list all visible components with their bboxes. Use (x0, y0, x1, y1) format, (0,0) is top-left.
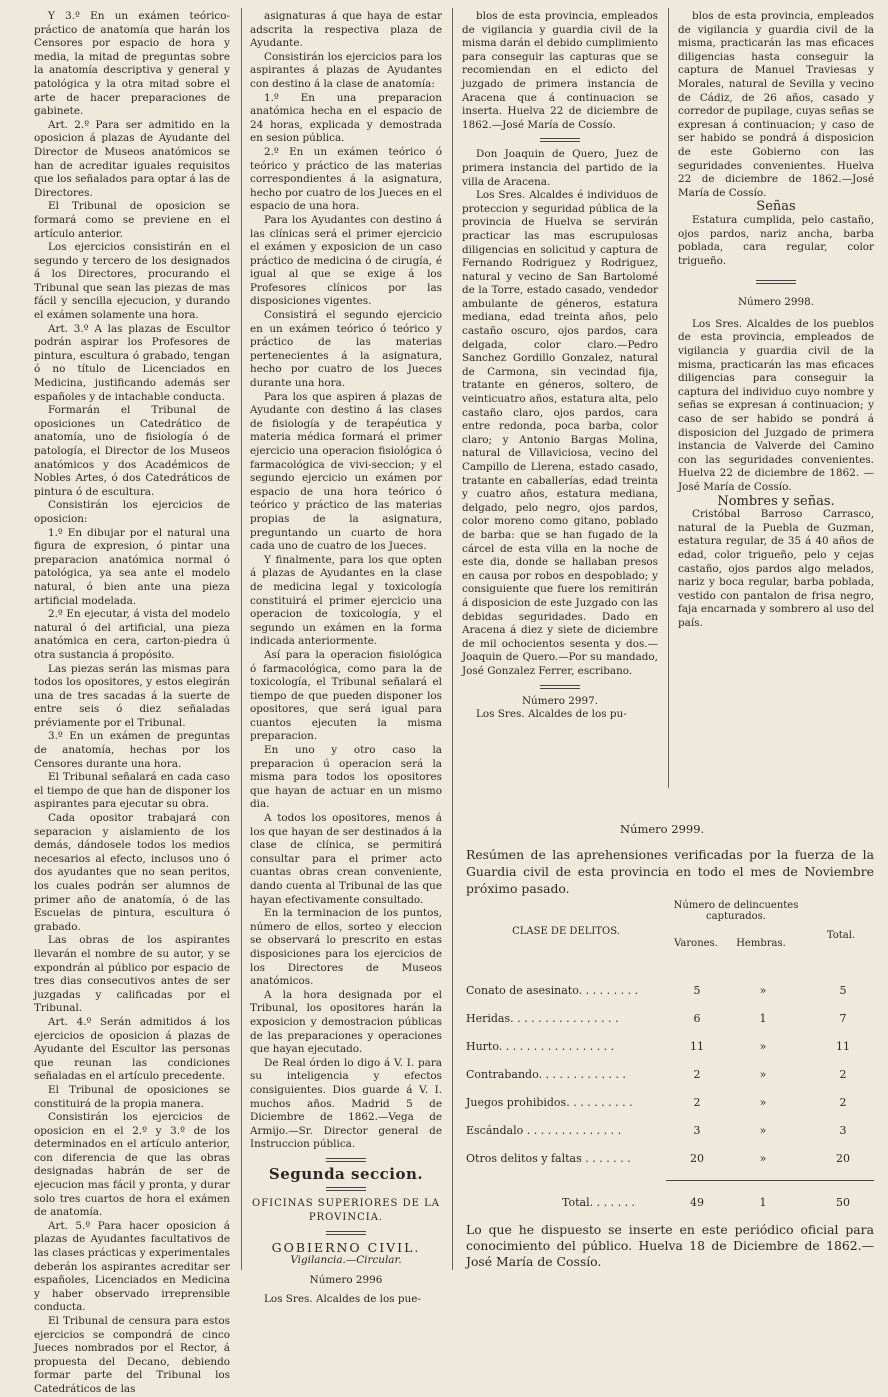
column-4 (678, 10, 874, 800)
paragraph: Los ejercicios consistirán en el segundo y tercero de los designados á los Directores, procurando el Tribunal que sean las piezas de mas fácil y sencilla ejecucion, y durando el exámen solamente una hora. (34, 241, 230, 322)
paragraph: Art. 4.º Serán admitidos á los ejercicios de oposicion á plazas de Ayudante del Escultor las personas que reunan las condiciones señaladas en el artículo precedente. (34, 1015, 230, 1083)
closing-paragraph: Lo que he dispuesto se inserte en este periódico oficial para conocimiento del público. Huelva 18 de Diciembre de 1862.—José María de Cossío. (466, 1222, 874, 1269)
row-hembras: 1 (759, 1012, 767, 1025)
row-varones: 2 (693, 1096, 701, 1109)
row-varones: 11 (690, 1040, 704, 1053)
paragraph: Así para la operacion fisiológica ó farmacológica, como para la de toxicología, el Tribunal señalará el tiempo de que pueden disponer los opositores, que será igual para cuantos ejecuten la misma preparacion. (250, 648, 442, 743)
office-heading: OFICINAS SUPERIORES DE LA PROVINCIA. (252, 1198, 440, 1224)
row-varones: 2 (693, 1068, 701, 1081)
row-total: 7 (839, 1012, 847, 1025)
paragraph: Estatura cumplida, pelo castaño, ojos pardos, nariz ancha, barba poblada, cara regular, color trigueño. (678, 213, 874, 267)
paragraph: Don Joaquin de Quero, Juez de primera instancia del partido de la villa de Aracena. (462, 148, 658, 188)
table-row (466, 984, 874, 1002)
paragraph: En la terminacion de los puntos, número de ellos, sorteo y eleccion se observará lo prescrito en estas disposiciones para los ejercicios de los Directores de Museos anatómicos. (250, 907, 442, 988)
paragraph: Art. 5.º Para hacer oposicion á plazas de Ayudantes facultativos de las clases prácticas y experimentales deberán los aspirantes acreditar ser españoles, Licenciados en Medicina y haber observado irreprensible conducta. (34, 1219, 230, 1314)
row-hembras: » (759, 1040, 767, 1053)
row-varones: 6 (693, 1012, 701, 1025)
notice-number: Número 2998. (737, 296, 815, 309)
table-header-numero: Número de delincuentes capturados. (673, 900, 799, 922)
row-total: 11 (836, 1040, 850, 1053)
separator-rule (326, 1158, 366, 1162)
paragraph: Las piezas serán las mismas para todos los opositores, y estos elegirán una de tres sacadas á la suerte de entre seis ó diez señaladas préviamente por el Tribunal. (34, 662, 230, 729)
paragraph: En uno y otro caso la preparacion ú operacion será la misma para todos los opositores que hayan de actuar en un mismo dia. (250, 744, 442, 811)
paragraph: asignaturas á que haya de estar adscrita la respectiva plaza de Ayudante. (250, 10, 442, 50)
row-total: 2 (839, 1068, 847, 1081)
row-label: Contrabando. . . . . . . . . . . . . (466, 1068, 626, 1081)
table-row (466, 1152, 874, 1170)
paragraph: El Tribunal de oposiciones se constituirá de la propia manera. (34, 1083, 230, 1110)
row-label: Escándalo . . . . . . . . . . . . . . (466, 1124, 622, 1137)
circular-heading: Vigilancia.—Circular. (290, 1254, 402, 1267)
row-total: 20 (836, 1152, 850, 1165)
row-total: 2 (839, 1096, 847, 1109)
paragraph: Art. 2.º Para ser admitido en la oposicion á plazas de Ayudante del Director de Museos anatómicos se han de acreditar iguales requisitos que los señalados para optar á las de Directores. (34, 118, 230, 199)
row-label: Heridas. . . . . . . . . . . . . . . . (466, 1012, 619, 1025)
row-varones: 20 (690, 1152, 704, 1165)
total-hembras: 1 (759, 1196, 767, 1209)
column-2 (250, 10, 442, 1307)
paragraph: Cada opositor trabajará con separacion y aislamiento de los demás, dándosele todos los medios necesarios al efecto, inclusos uno ó dos ayudantes que no sean peritos, los cuales podrán ser alumnos de primer año de anatomía, ó de las Escuelas de pintura, escultura ó grabado. (34, 812, 230, 933)
paragraph: Formarán el Tribunal de oposiciones un Catedrático de anatomía, uno de fisiología ó de patología, el Director de los Museos anatómicos y dos Académicos de Nobles Artes, ó dos Catedráticos de pintura ó de escultura. (34, 404, 230, 498)
table-row (466, 1012, 874, 1030)
paragraph: Art. 3.º A las plazas de Escultor podrán aspirar los Profesores de pintura, escultura ó grabado, tengan ó no título de Licenciados en Medicina, justificando además ser españoles y de intachable conducta. (34, 322, 230, 403)
paragraph: A todos los opositores, menos á los que hayan de ser destinados á la clase de clínica, se permitirá consultar para el primer acto cuantas obras crean conveniente, dando cuenta al Tribunal de las que hayan efectivamente consultado. (250, 812, 442, 906)
table-header-varones: Varones. (674, 938, 718, 949)
paragraph: A la hora designada por el Tribunal, los opositores harán la exposicion y demostracion públicas de las preparaciones y operaciones que hayan ejecutado. (250, 988, 442, 1056)
notice-number: Número 2999. (620, 822, 705, 836)
column-rule (241, 8, 242, 1270)
paragraph: Y 3.º En un exámen teórico-práctico de anatomía que harán los Censores por espacio de hora y media, la mitad de preguntas sobre la anatomía descriptiva y general y patológica y la otra mitad sobre el arte de hacer preparaciones de gabinete. (34, 10, 230, 118)
paragraph: El Tribunal de oposicion se formará como se previene en el artículo anterior. (34, 200, 230, 240)
separator-rule (756, 280, 796, 284)
section-heading: Segunda seccion. (268, 1164, 424, 1183)
table-header-total: Total. (826, 930, 856, 941)
row-total: 3 (839, 1124, 847, 1137)
paragraph: 1.º En dibujar por el natural una figura de expresion, ó pintar una preparacion anatómica normal ó patológica, ya sea ante el modelo natural, ó bien ante una pieza artificial modelada. (34, 526, 230, 607)
table-header-hembras: Hembras. (736, 938, 786, 949)
paragraph: Las obras de los aspirantes llevarán el nombre de su autor, y se expondrán al público por espacio de tres dias consecutivos antes de ser juzgadas y calificadas por el Tribunal. (34, 934, 230, 1015)
notice-number: Número 2997. (521, 694, 599, 707)
row-varones: 5 (693, 984, 701, 997)
paragraph: blos de esta provincia, empleados de vigilancia y guardia civil de la misma, practicarán las mas eficaces diligencias hasta conseguir la captura de Manuel Traviesas y Morales, natural de Sevilla y vecino de Cádiz, de 26 años, casado y corredor de pupilage, cuyas señas se expresan á continuacion; y caso de ser habido se pondrá á disposicion de este Gobierno con las seguridades convenientes. Huelva 22 de diciembre de 1862.—José María de Cossío. (678, 10, 874, 199)
table-row (466, 1040, 874, 1058)
subheading-nombres: Nombres y señas. (717, 493, 835, 509)
paragraph: blos de esta provincia, empleados de vigilancia y guardia civil de la misma darán el debido cumplimiento para conseguir las capturas que se recomiendan en el edicto del juzgado de primera instancia de Aracena que á continuacion se inserta. Huelva 22 de diciembre de 1862.—José María de Cossío. (462, 10, 658, 131)
paragraph: El Tribunal señalará en cada caso el tiempo de que han de disponer los aspirantes para ejecutar su obra. (34, 771, 230, 811)
separator-rule (540, 138, 580, 142)
separator-rule (326, 1187, 366, 1191)
row-hembras: » (759, 1152, 767, 1165)
summary-title: Resúmen de las aprehensiones verificadas por la fuerza de la Guardia civil de esta provincia en todo el mes de Noviembre próximo pasado. (466, 847, 874, 896)
row-label: Otros delitos y faltas . . . . . . . (466, 1152, 631, 1165)
paragraph: 2.º En un exámen teórico ó teórico y práctico de las materias correspondientes á la asignatura, hecho por cuatro de los Jueces en el espacio de una hora. (250, 145, 442, 213)
row-label: Hurto. . . . . . . . . . . . . . . . . (466, 1040, 615, 1053)
subheading-senas: Señas (756, 199, 796, 215)
paragraph: 1.º En una preparacion anatómica hecha en el espacio de 24 horas, explicada y demostrada en sesion pública. (250, 91, 442, 145)
paragraph: Cristóbal Barroso Carrasco, natural de la Puebla de Guzman, estatura regular, de 35 á 40 años de edad, color trigueño, pelo y cejas castaño, ojos pardos algo melados, nariz y boca regular, barba poblada, vestido con pantalon de frisa negro, faja encarnada y sombrero al uso del país. (678, 508, 874, 629)
row-label: Conato de asesinato. . . . . . . . . (466, 984, 639, 997)
column-1 (34, 10, 230, 1397)
paragraph: Los Sres. Alcaldes de los pu- (476, 708, 627, 721)
column-3 (462, 10, 658, 722)
paragraph: Los Sres. Alcaldes de los pueblos de esta provincia, empleados de vigilancia y guardia civil de la misma, practicarán las mas eficaces diligencias para conseguir la captura del individuo cuyo nombre y señas se expresan á continuacion; y caso de ser habido se pondrá á disposicion del Juzgado de primera instancia de Valverde del Camino con las seguridades convenientes. Huelva 22 de diciembre de 1862. —José María de Cossío. (678, 317, 874, 493)
paragraph: El Tribunal de censura para estos ejercicios se compondrá de cinco Jueces nombrados por el Rector, á propuesta del Decano, debiendo formar parte del Tribunal los Catedráticos de las (34, 1315, 230, 1395)
paragraph: Consistirán los ejercicios de oposicion: (34, 499, 230, 525)
paragraph: 3.º En un exámen de preguntas de anatomía, hechas por los Censores durante una hora. (34, 730, 230, 770)
table-row (466, 1124, 874, 1142)
government-heading: GOBIERNO CIVIL. (271, 1239, 421, 1255)
paragraph: Los Sres. Alcaldes de los pue- (264, 1293, 421, 1306)
notice-number: Número 2996 (309, 1273, 383, 1286)
table-total-rule (666, 1180, 874, 1181)
table-header-clase: CLASE DE DELITOS. (512, 926, 620, 937)
column-rule (452, 8, 453, 1270)
paragraph: 2.º En ejecutar, á vista del modelo natural ó del artificial, una pieza anatómica en cera, carton-piedra ú otra sustancia á propósito. (34, 608, 230, 661)
row-total: 5 (839, 984, 847, 997)
total-varones: 49 (690, 1196, 704, 1209)
row-hembras: » (759, 1068, 767, 1081)
row-hembras: » (759, 984, 767, 997)
table-row (466, 1096, 874, 1114)
paragraph: De Real órden lo digo á V. I. para su inteligencia y efectos consiguientes. Dios guarde á V. I. muchos años. Madrid 5 de Diciembre de 1862.—Vega de Armijo.—Sr. Director general de Instruccion pública. (250, 1056, 442, 1151)
column-rule (668, 8, 669, 788)
paragraph: Consistirá el segundo ejercicio en un exámen teórico ó teórico y práctico de las materias pertenecientes á la asignatura, hecho por cuatro de los Jueces durante una hora. (250, 309, 442, 390)
paragraph: Y finalmente, para los que opten á plazas de Ayudantes en la clase de medicina legal y toxicología constituirá el primer ejercicio una operacion de toxicología, y el segundo un exámen en la forma indicada anteriormente. (250, 553, 442, 648)
paragraph: Consistirán los ejercicios de oposicion en el 2.º y 3.º de los determinados en el artículo anterior, con diferencia de que las obras designadas habrán de ser de ejecucion mas fácil y pronta, y durar solo tres cuartos de hora el exámen de anatomía. (34, 1111, 230, 1219)
row-label: Juegos prohibidos. . . . . . . . . . (466, 1096, 633, 1109)
paragraph: Los Sres. Alcaldes é individuos de proteccion y seguridad pública de la provincia de Huelva se servirán practicar las mas escrupulosas diligencias en solicitud y captura de Fernando Rodriguez y Rodriguez, natural y vecino de San Bartolomé de la Torre, estado casado, vendedor ambulante de géneros, estatura mediana, edad treinta años, pelo castaño oscuro, ojos pardos, cara delgada, color claro.—Pedro Sanchez Gordillo Gonzalez, natural de Carmona, sin vecindad fija, tratante en géneros, soltero, de veinticuatro años, estatura alta, pelo castaño claro, ojos pardos, cara entre redonda, poca barba, color claro; y Antonio Bargas Molina, natural de Villaviciosa, vecino del Campillo de Llerena, estado casado, tratante en caballerías, edad treinta y cuatro años, estatura mediana, delgado, pelo negro, ojos pardos, color moreno como gitano, poblado de barba: que se han fugado de la cárcel de esta villa en la noche de este dia, donde se hallaban presos en causa por robos en despoblado; y consiguiente que fuere los remitirán á disposicion de este Juzgado con las debidas seguridades. Dado en Aracena á diez y siete de diciembre de mil ochocientos sesenta y dos.—Joaquin de Quero.—Por su mandado, José Gonzalez Ferrer, escribano. (462, 189, 658, 677)
total-total: 50 (836, 1196, 850, 1209)
total-label: Total. . . . . . . (562, 1196, 636, 1209)
paragraph: Consistirán los ejercicios para los aspirantes á plazas de Ayudantes con destino á la clase de anatomía: (250, 50, 442, 90)
paragraph: Para los Ayudantes con destino á las clínicas será el primer ejercicio el exámen y exposicion de un caso práctico de medicina ó de cirugía, é igual al que se exige á los Profesores clínicos por las disposiciones vigentes. (250, 213, 442, 308)
table-total-row (466, 1196, 874, 1214)
paragraph: Para los que aspiren á plazas de Ayudante con destino á las clases de fisiología y de terapéutica y materia médica formará el primer ejercicio una operacion fisiológica ó farmacológica de vivi-seccion; y el segundo ejercicio un exámen por espacio de una hora teórico ó teórico y práctico de las materias propias de la asignatura, preguntando un cuarto de hora cada uno de cuatro de los Jueces. (250, 390, 442, 553)
row-varones: 3 (693, 1124, 701, 1137)
row-hembras: » (759, 1124, 767, 1137)
row-hembras: » (759, 1096, 767, 1109)
table-row (466, 1068, 874, 1086)
separator-rule (540, 685, 580, 689)
separator-rule (326, 1231, 366, 1235)
